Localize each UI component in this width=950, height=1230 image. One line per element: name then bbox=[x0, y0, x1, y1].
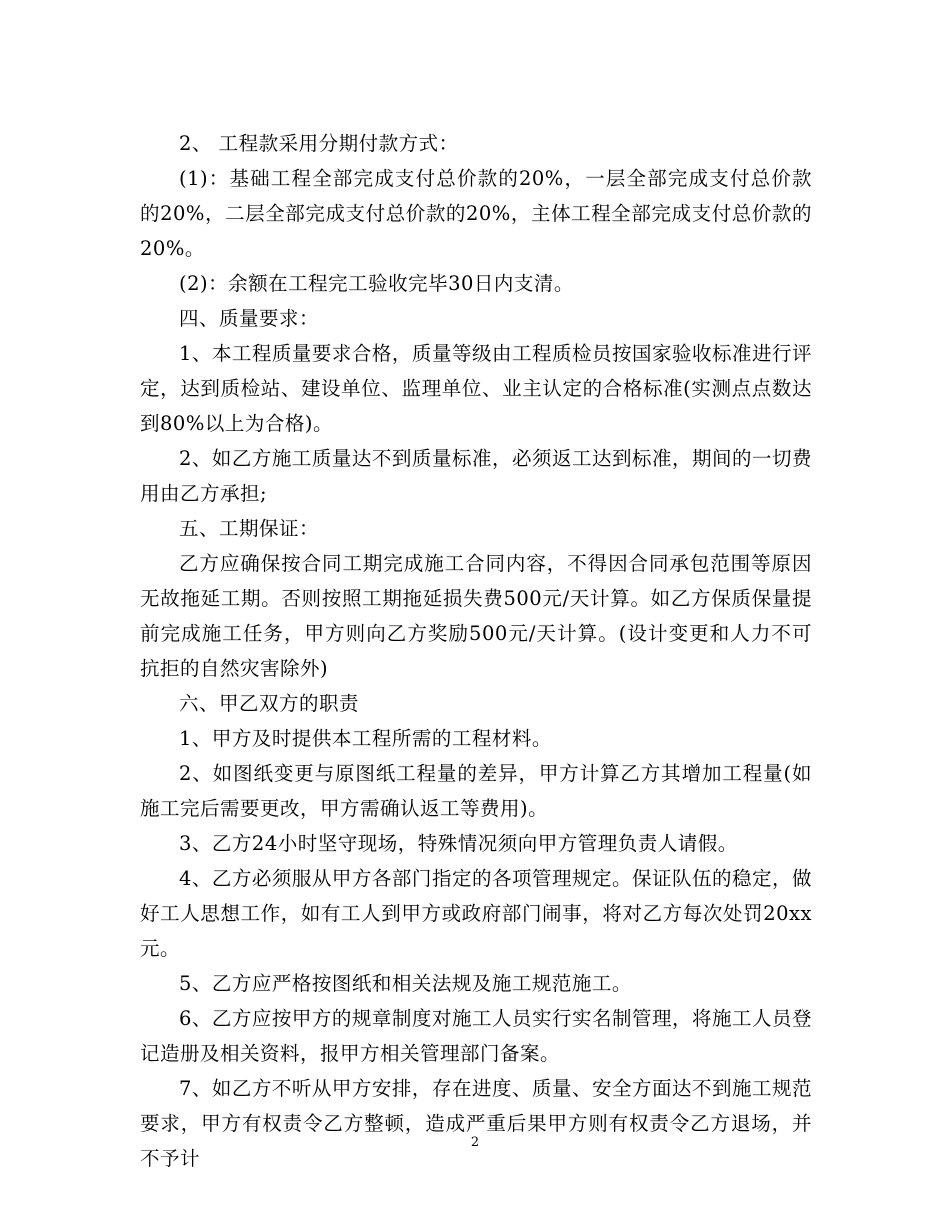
paragraph-payment-method: 2、 工程款采用分期付款方式： bbox=[179, 132, 459, 155]
paragraph-schedule: 乙方应确保按合同工期完成施工合同内容，不得因合同承包范围等原因无故拖延工期。否则按照工期拖延损失费500元/天计算。如乙方保质保量提前完成施工任务，甲方则向乙方奖励500元/天计算。(设计变更和人力不可抗拒的自然灾害除外) bbox=[140, 552, 812, 680]
paragraph-duty-1: 1、甲方及时提供本工程所需的工程材料。 bbox=[179, 727, 552, 750]
paragraph-payment-stage-1: (1)：基础工程全部完成支付总价款的20%，一层全部完成支付总价款的20%，二层全部完成支付总价款的20%，主体工程全部完成支付总价款的20%。 bbox=[140, 167, 812, 260]
section-heading-schedule: 五、工期保证： bbox=[179, 517, 320, 540]
paragraph-quality-1: 1、本工程质量要求合格，质量等级由工程质检员按国家验收标准进行评定，达到质检站、建设单位、监理单位、业主认定的合格标准(实测点点数达到80%以上为合格)。 bbox=[140, 342, 812, 435]
paragraph-payment-stage-2: (2)：余额在工程完工验收完毕30日内支清。 bbox=[179, 272, 574, 295]
paragraph-quality-2: 2、如乙方施工质量达不到质量标准，必须返工达到标准，期间的一切费用由乙方承担; bbox=[140, 447, 812, 505]
paragraph-duty-7: 7、如乙方不听从甲方安排，存在进度、质量、安全方面达不到施工规范要求，甲方有权责令乙方整顿，造成严重后果甲方则有权责令乙方退场，并不予计 bbox=[140, 1077, 812, 1170]
paragraph-duty-4: 4、乙方必须服从甲方各部门指定的各项管理规定。保证队伍的稳定，做好工人思想工作，如有工人到甲方或政府部门闹事，将对乙方每次处罚20xx元。 bbox=[140, 867, 812, 960]
page-number: 2 bbox=[470, 1135, 480, 1150]
paragraph-duty-3: 3、乙方24小时坚守现场，特殊情况须向甲方管理负责人请假。 bbox=[179, 832, 738, 855]
section-heading-quality: 四、质量要求： bbox=[179, 307, 320, 330]
paragraph-duty-2: 2、如图纸变更与原图纸工程量的差异，甲方计算乙方其增加工程量(如施工完后需要更改，甲方需确认返工等费用)。 bbox=[140, 762, 812, 820]
paragraph-duty-6: 6、乙方应按甲方的规章制度对施工人员实行实名制管理，将施工人员登记造册及相关资料，报甲方相关管理部门备案。 bbox=[140, 1007, 812, 1065]
document-body bbox=[140, 126, 812, 1176]
paragraph-duty-5: 5、乙方应严格按图纸和相关法规及施工规范施工。 bbox=[179, 972, 632, 995]
section-heading-duties: 六、甲乙双方的职责 bbox=[179, 692, 360, 715]
